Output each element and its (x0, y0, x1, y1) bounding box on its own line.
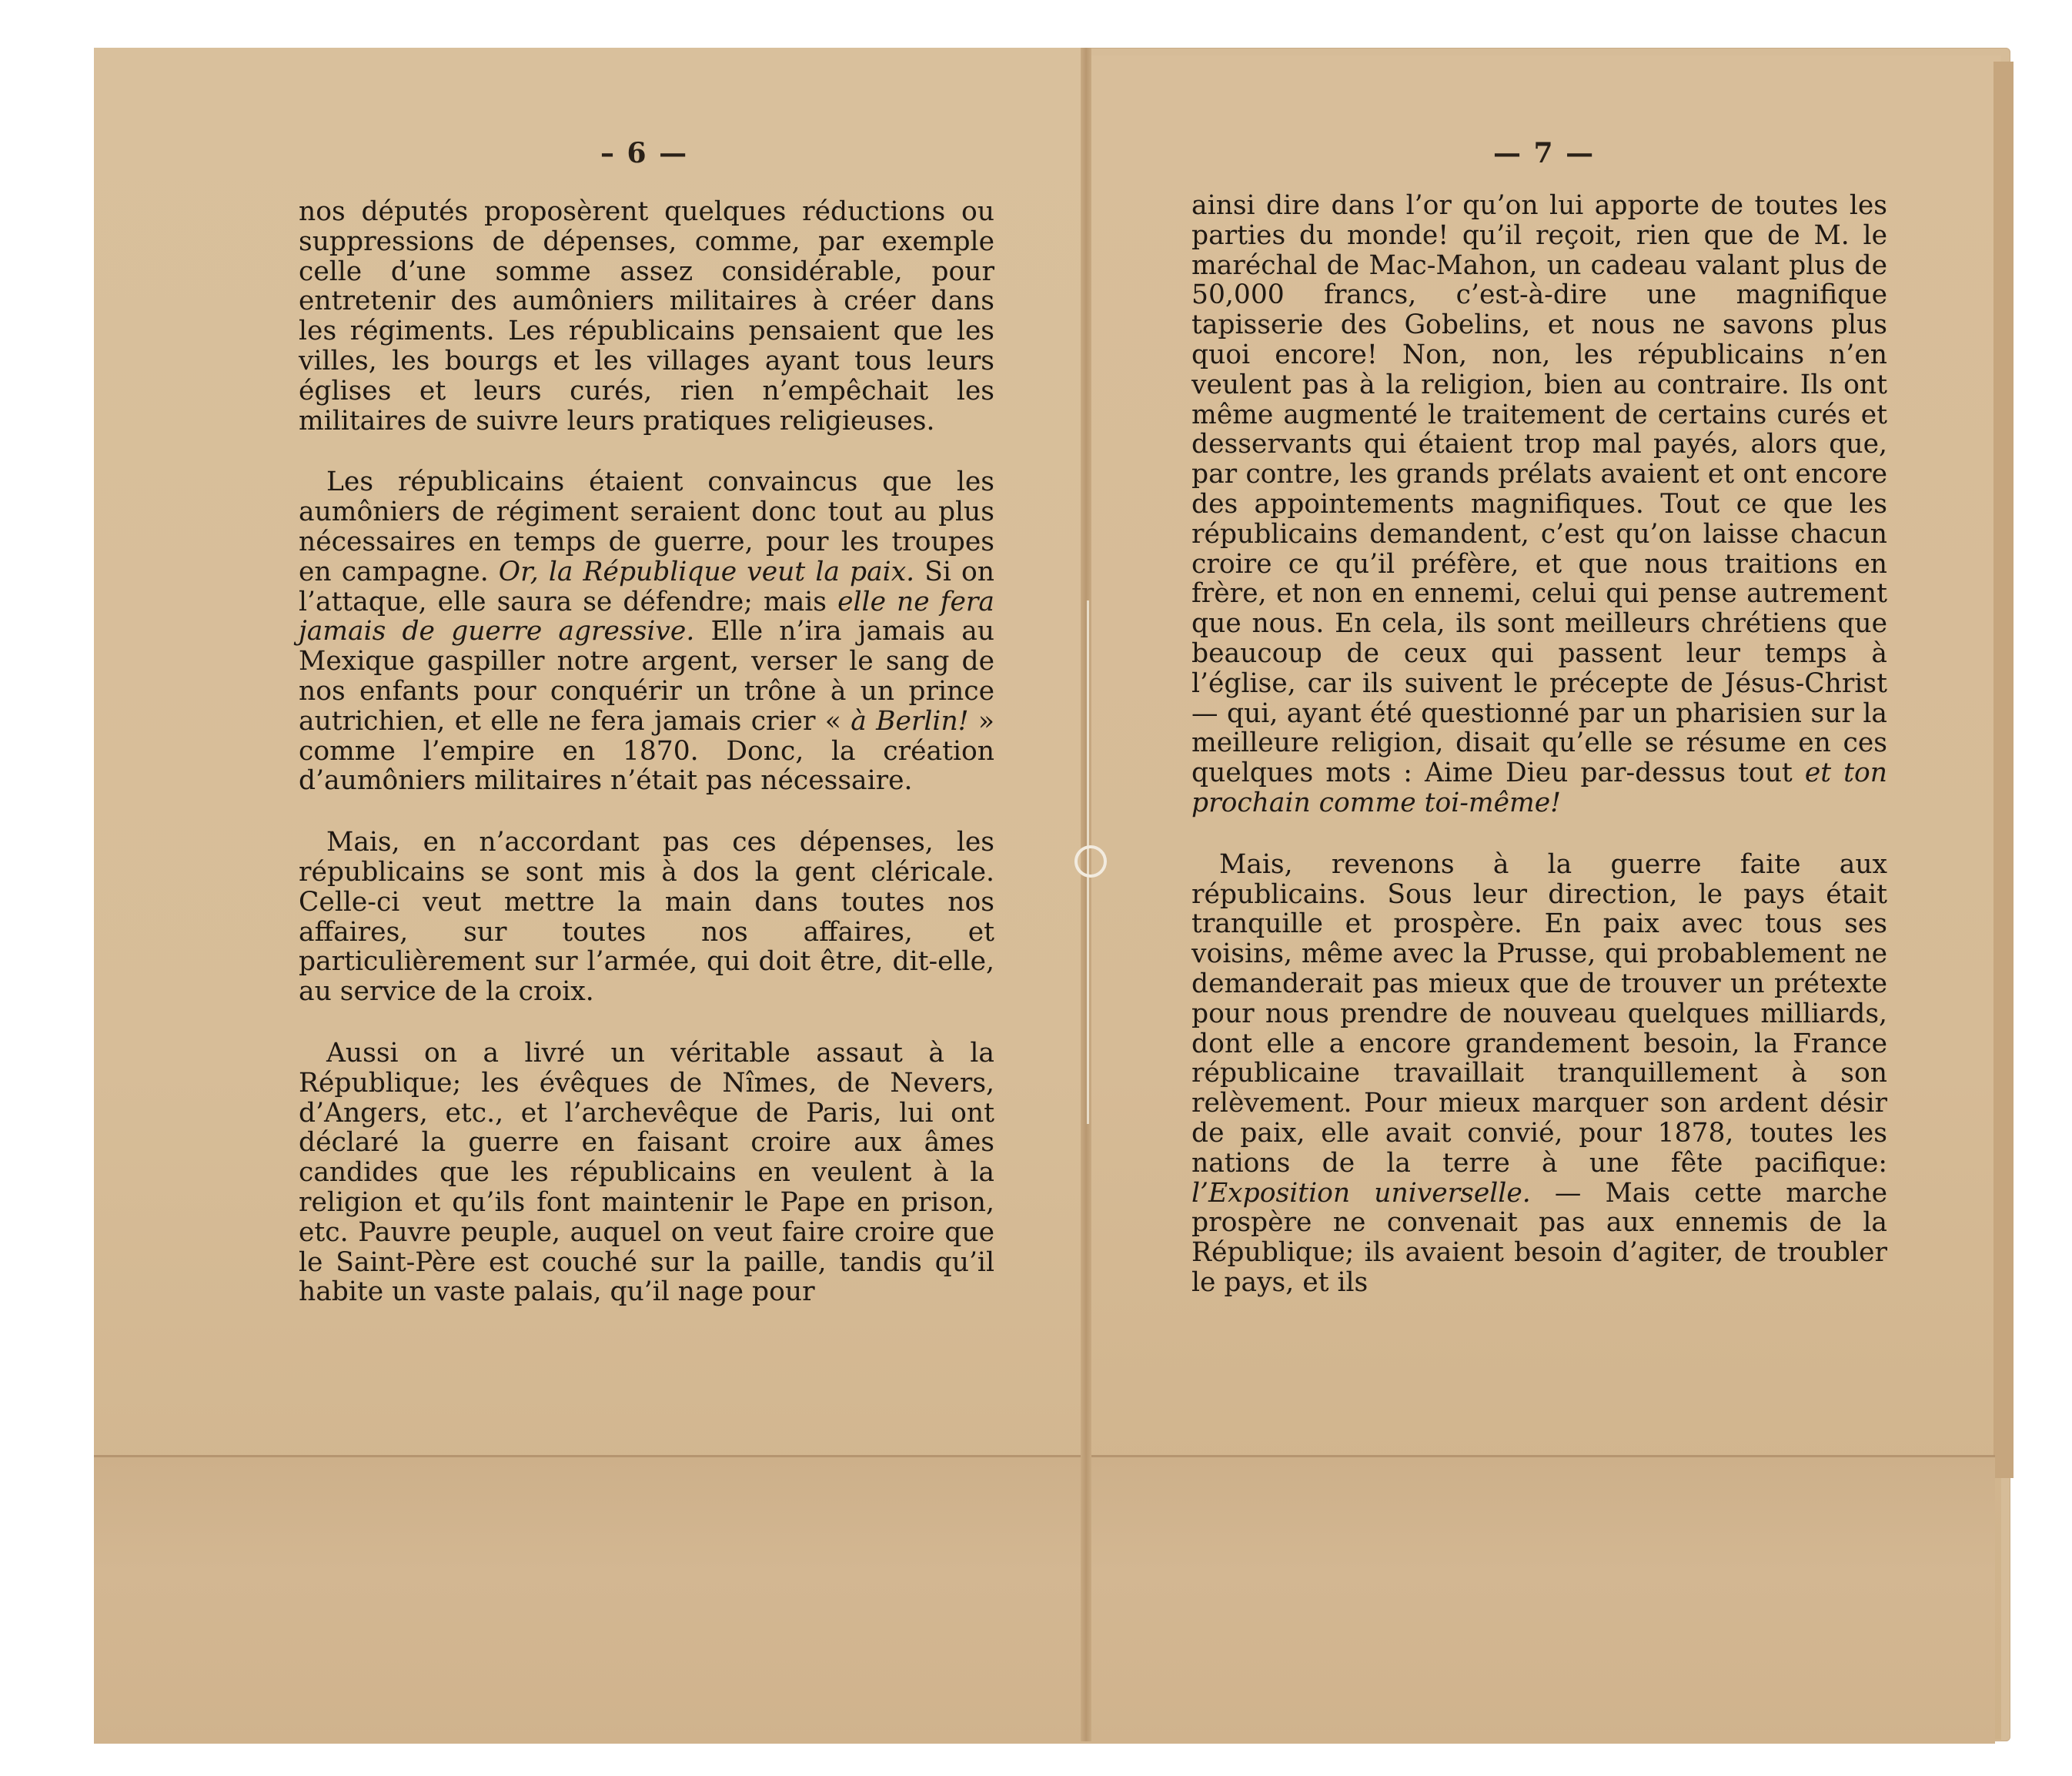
text-run: Elle n’ira jamais au Mexique gaspiller notre argent, verser le sang de nos enfants pour conquérir un trône à un prince autrichien, et elle ne fera jamais crier « (299, 616, 994, 737)
italic-text: Or, la République veut la paix. (498, 556, 915, 587)
paragraph (299, 467, 994, 796)
text-run: » comme l’empire en 1870. Donc, la création d’aumôniers militaires n’était pas nécessaire. (299, 705, 995, 797)
lower-fold (94, 1455, 1995, 1744)
paragraph (1191, 850, 1887, 1298)
text-run: Mais, en n’accordant pas ces dépenses, les républicains se sont mis à dos la gent cléricale. Celle-ci veut mettre la main dans toutes nos affaires, sur toutes nos affaires, et particulièrement sur l’armée, qui doit être, dit-elle, au service de la croix. (299, 827, 994, 1008)
italic-text: à Berlin! (851, 705, 969, 737)
text-run: Si on l’attaque, elle saura se défendre; mais (299, 556, 995, 617)
italic-text: elle ne fera jamais de guerre agressive. (299, 586, 994, 647)
text-run: ainsi dire dans l’or qu’on lui apporte de toutes les parties du monde! qu’il reçoit, rien que de M. le maréchal de Mac-Mahon, un cadeau valant plus de 50,000 francs, c’est-à-dire une magnifique tapisserie des Gobelins, et nous ne savons plus quoi encore! Non, non, les républicains n’en veulent pas à la religion, bien au contraire. Ils ont même augmenté le traitement de certains curés et desservants qui étaient trop mal payés, alors que, par contre, les grands prélats avaient et ont encore des appointements magnifiques. Tout ce que les républicains demandent, c’est qu’on laisse chacun croire ce qu’il préfère, et que nous traitions en frère, et non en ennemi, celui qui pense autrement que nous. En cela, ils sont meilleurs chrétiens que beaucoup de ceux qui passent leur temps à l’église, car ils suivent le précepte de Jésus-Christ — qui, ayant été questionné par un pharisien sur la meilleure religion, disait qu’elle se résume en ces quelques mots : Aime Dieu par-dessus tout (1191, 190, 1887, 789)
right-page-number: — 7 — (1493, 137, 1596, 169)
text-run: Mais, revenons à la guerre faite aux républicains. Sous leur direction, le pays était tranquille et prospère. En paix avec tous ses voisins, même avec la Prusse, qui probablement ne demanderait pas mieux que de trouver un prétexte pour nous prendre de nouveau quelques milliards, dont elle a encore grandement besoin, la France républicaine travaillait tranquillement à son relèvement. Pour mieux marquer son ardent désir de paix, elle avait convié, pour 1878, toutes les nations de la terre à une fête pacifique: (1191, 848, 1887, 1179)
thread-knot (1074, 845, 1107, 878)
text-run: nos députés proposèrent quelques réductions ou suppressions de dépenses, comme, par exemple celle d’une somme assez considérable, pour entretenir des aumôniers militaires à créer dans les régiments. Les républicains pensaient que les villes, les bourgs et les villages ayant tous leurs églises et leurs curés, rien n’empêchait les militaires de suivre leurs pratiques religieuses. (299, 196, 994, 436)
paragraph (299, 197, 994, 436)
left-page-number: – 6 — (600, 137, 689, 169)
left-text-column (299, 197, 994, 1339)
text-run: Aussi on a livré un véritable assaut à la République; les évêques de Nîmes, de Nevers, d’Angers, etc., et l’archevêque de Paris, lui ont déclaré la guerre en faisant croire aux âmes candides que les républicains en veulent à la religion et qu’ils font maintenir le Pape en prison, etc. Pauvre peuple, auquel on veut faire croire que le Saint-Père est couché sur la paille, tandis qu’il habite un vaste palais, qu’il nage pour (299, 1037, 994, 1308)
page-edge-stack (1993, 62, 2014, 1478)
binding-gutter (1081, 48, 1091, 1741)
paragraph (299, 1039, 994, 1307)
right-text-column (1191, 191, 1887, 1329)
paragraph (1191, 191, 1887, 818)
text-run: Les républicains étaient convaincus que les aumôniers de régiment seraient donc tout au plus nécessaires en temps de guerre, pour les troupes en campagne. (299, 467, 994, 587)
italic-text: l’Exposition universelle. (1191, 1177, 1531, 1209)
paragraph (299, 828, 994, 1007)
italic-text: et ton prochain comme toi-même! (1191, 758, 1887, 818)
text-run: — Mais cette marche prospère ne convenait pas aux ennemis de la République; ils avaient besoin d’agiter, de troubler le pays, et ils (1191, 1177, 1887, 1298)
